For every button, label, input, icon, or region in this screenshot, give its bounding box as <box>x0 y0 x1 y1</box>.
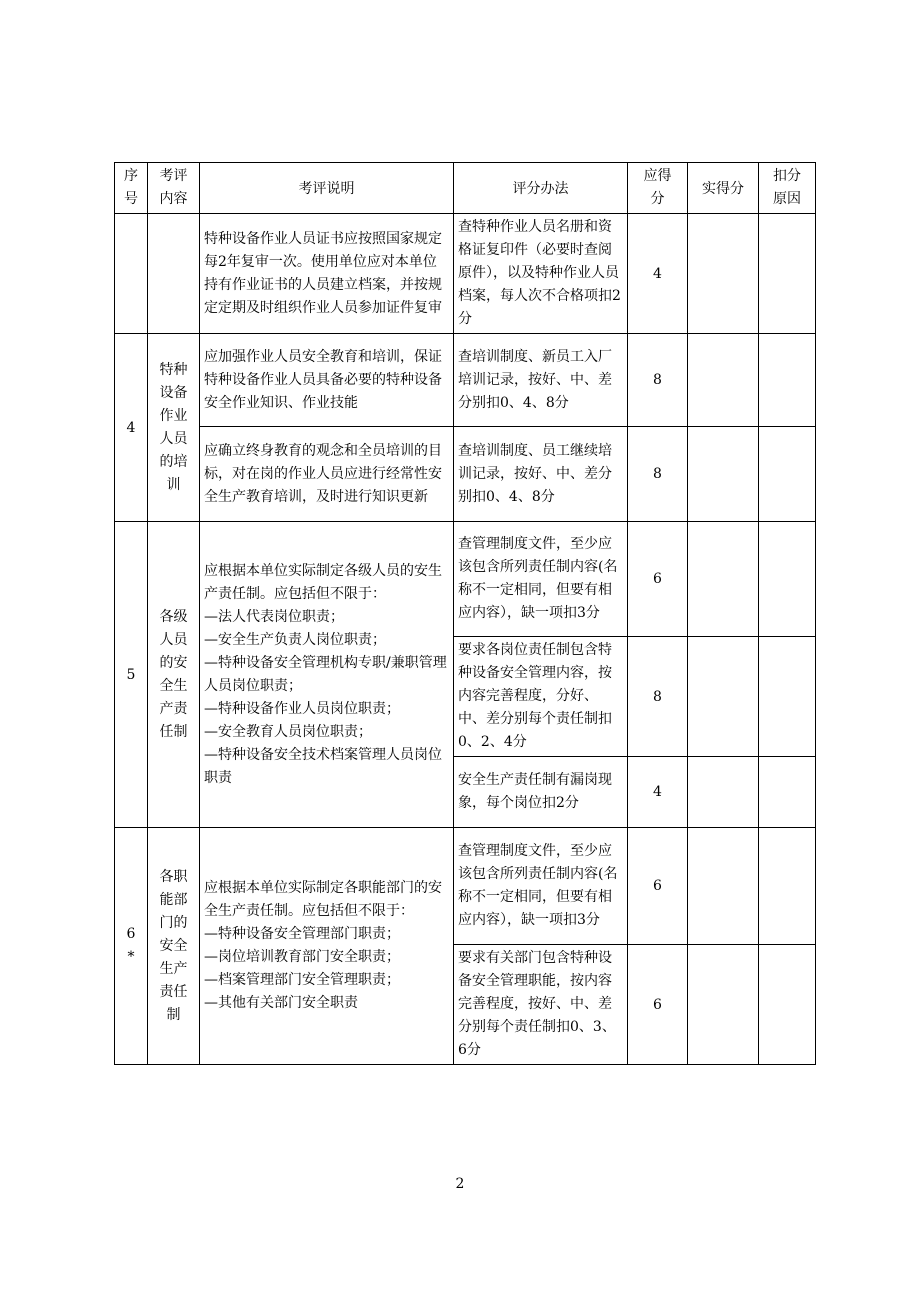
explanation-cell: 应根据本单位实际制定各职能部门的安全生产责任制。应包括但不限于： —特种设备安全管理部门职责； —岗位培训教育部门安全职责； —档案管理部门安全管理职责； —其他有关部门安全职责 <box>200 828 454 1065</box>
header-seq: 序 号 <box>115 163 148 214</box>
actual-score-cell <box>688 637 759 757</box>
content-cell: 各职 能部 门的 安全 生产 责任 制 <box>148 828 200 1065</box>
table-row <box>115 214 816 334</box>
method-cell: 要求各岗位责任制包含特种设备安全管理内容，按内容完善程度，分好、中、差分别每个责任制扣0、2、4分 <box>454 637 628 757</box>
deduct-reason-cell <box>759 214 816 334</box>
method-cell: 安全生产责任制有漏岗现象，每个岗位扣2分 <box>454 757 628 828</box>
table-row <box>115 828 816 945</box>
explanation-cell: 应根据本单位实际制定各级人员的安生产责任制。应包括但不限于： —法人代表岗位职责； —安全生产负责人岗位职责； —特种设备安全管理机构专职/兼职管理人员岗位职责； —特种设备作业人员岗位职责； —安全教育人员岗位职责； —特种设备安全技术档案管理人员岗位职责 <box>200 522 454 828</box>
deduct-reason-cell <box>759 757 816 828</box>
method-cell: 查特种作业人员名册和资格证复印件（必要时查阅原件），以及特种作业人员档案，每人次不合格项扣2分 <box>454 214 628 334</box>
header-score-due: 应得 分 <box>628 163 688 214</box>
score-cell: 8 <box>628 637 688 757</box>
header-method: 评分办法 <box>454 163 628 214</box>
seq-cell: 5 <box>115 522 148 828</box>
score-cell: 4 <box>628 757 688 828</box>
actual-score-cell <box>688 945 759 1065</box>
actual-score-cell <box>688 214 759 334</box>
deduct-reason-cell <box>759 945 816 1065</box>
seq-cell <box>115 214 148 334</box>
score-cell: 6 <box>628 522 688 637</box>
header-deduct-reason: 扣分 原因 <box>759 163 816 214</box>
score-cell: 4 <box>628 214 688 334</box>
deduct-reason-cell <box>759 637 816 757</box>
header-content: 考评 内容 <box>148 163 200 214</box>
score-cell: 8 <box>628 334 688 427</box>
method-cell: 查培训制度、员工继续培训记录，按好、中、差分别扣0、4、8分 <box>454 427 628 522</box>
header-row <box>115 163 816 214</box>
content-cell: 各级 人员 的安 全生 产责 任制 <box>148 522 200 828</box>
explanation-cell: 特种设备作业人员证书应按照国家规定每2年复审一次。使用单位应对本单位持有作业证书的人员建立档案，并按规定定期及时组织作业人员参加证件复审 <box>200 214 454 334</box>
deduct-reason-cell <box>759 427 816 522</box>
table-row <box>115 427 816 522</box>
explanation-cell: 应确立终身教育的观念和全员培训的目标，对在岗的作业人员应进行经常性安全生产教育培训，及时进行知识更新 <box>200 427 454 522</box>
score-cell: 6 <box>628 945 688 1065</box>
score-cell: 8 <box>628 427 688 522</box>
page-number: 2 <box>455 1176 465 1192</box>
method-cell: 要求有关部门包含特种设备安全管理职能，按内容完善程度，按好、中、差分别每个责任制扣0、3、6分 <box>454 945 628 1065</box>
deduct-reason-cell <box>759 334 816 427</box>
table-row <box>115 522 816 637</box>
header-score-actual: 实得分 <box>688 163 759 214</box>
evaluation-table <box>114 162 816 1065</box>
content-cell <box>148 214 200 334</box>
actual-score-cell <box>688 427 759 522</box>
seq-cell: 4 <box>115 334 148 522</box>
explanation-cell: 应加强作业人员安全教育和培训，保证特种设备作业人员具备必要的特种设备安全作业知识、作业技能 <box>200 334 454 427</box>
seq-cell: 6 * <box>115 828 148 1065</box>
deduct-reason-cell <box>759 828 816 945</box>
actual-score-cell <box>688 522 759 637</box>
method-cell: 查管理制度文件，至少应该包含所列责任制内容(名称不一定相同，但要有相应内容），缺一项扣3分 <box>454 522 628 637</box>
actual-score-cell <box>688 828 759 945</box>
actual-score-cell <box>688 757 759 828</box>
actual-score-cell <box>688 334 759 427</box>
method-cell: 查管理制度文件，至少应该包含所列责任制内容(名称不一定相同，但要有相应内容），缺一项扣3分 <box>454 828 628 945</box>
table-row <box>115 334 816 427</box>
score-cell: 6 <box>628 828 688 945</box>
content-cell: 特种 设备 作业 人员 的培 训 <box>148 334 200 522</box>
deduct-reason-cell <box>759 522 816 637</box>
method-cell: 查培训制度、新员工入厂培训记录，按好、中、差分别扣0、4、8分 <box>454 334 628 427</box>
header-explanation: 考评说明 <box>200 163 454 214</box>
